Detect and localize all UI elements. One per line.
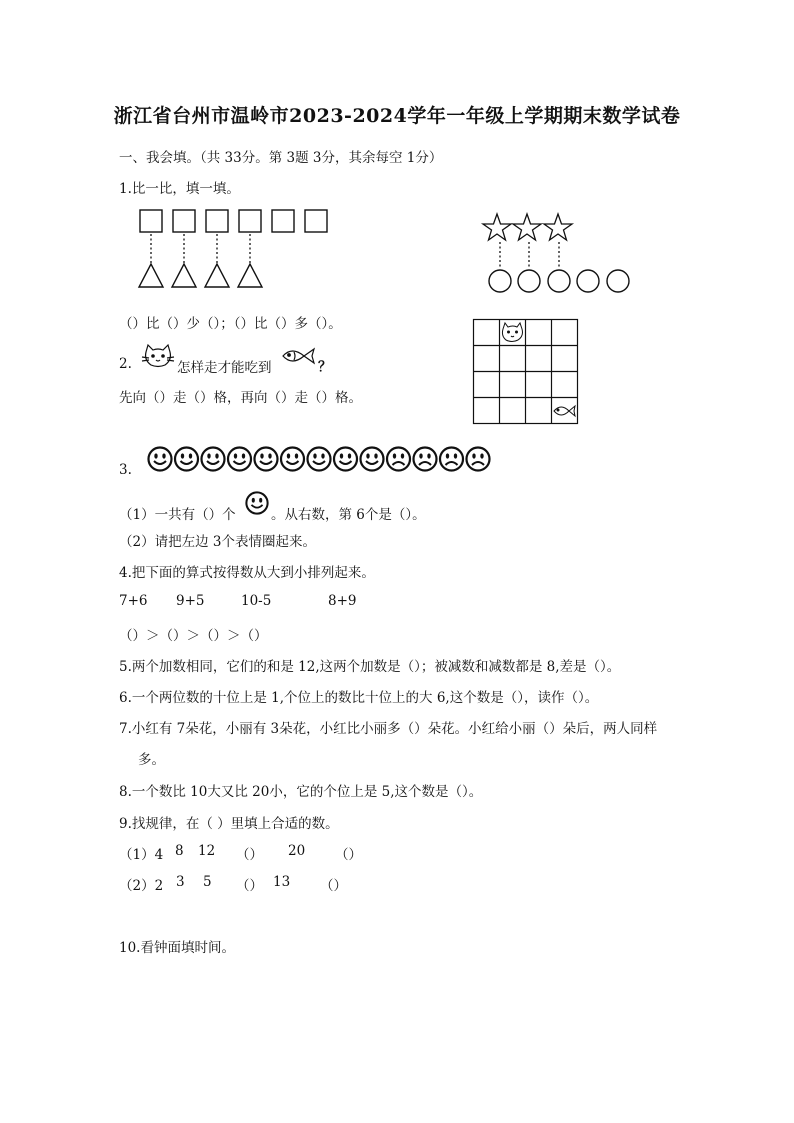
smiley-face-icon (361, 448, 384, 471)
q1-answer-line: （）比（）少（）；（）比（）多（）。 (119, 316, 342, 332)
q9-row1-item: 20 (288, 843, 306, 859)
q9-row1-item: （） (236, 847, 263, 863)
q7-line1: 7.小红有 7朵花，小丽有 3朵花，小红比小丽多（）朵花。小红给小丽（）朵后，两人同样 (119, 721, 658, 737)
q6-text: 6.一个两位数的十位上是 1,个位上的数比十位上的大 6,这个数是（），读作（）。 (119, 690, 599, 706)
q1-squares-triangles-figure (130, 205, 340, 295)
circle (548, 270, 570, 292)
star (513, 214, 541, 240)
q4-answer-line: （）＞（）＞（）＞（） (119, 628, 268, 644)
q3-line2: （2）请把左边 3个表情圈起来。 (119, 534, 316, 550)
q8-text: 8.一个数比 10大又比 20小，它的个位上是 5,这个数是（）。 (119, 784, 483, 800)
square (140, 210, 162, 232)
q9-row2-item: （） (320, 878, 347, 894)
q4-expression: 10-5 (241, 593, 272, 609)
cat-icon (141, 342, 175, 370)
q9-row2-item: 5 (203, 874, 212, 890)
circle (577, 270, 599, 292)
q9-prompt: 9.找规律，在（ ）里填上合适的数。 (119, 816, 339, 832)
fish-icon (280, 344, 318, 368)
q7-line2: 多。 (138, 752, 165, 768)
grid-cat-icon (502, 323, 522, 342)
q9-row2-item: 3 (176, 874, 185, 890)
q2-question-mark: ？ (318, 359, 332, 375)
smiley-face-icon (308, 448, 331, 471)
triangle (238, 264, 262, 287)
q3-prefix: 3. (119, 462, 132, 478)
square (239, 210, 261, 232)
circle (607, 270, 629, 292)
q4-expression: 8+9 (328, 593, 357, 609)
q4-expression: 9+5 (176, 593, 205, 609)
smiley-face-icon (228, 448, 251, 471)
grid-fish-icon (554, 406, 575, 416)
q3-faces-row (147, 445, 492, 475)
q9-row2-item: （） (236, 878, 263, 894)
smiley-face-icon (334, 448, 357, 471)
q9-row1-item: （） (335, 847, 362, 863)
square (305, 210, 327, 232)
smiley-face-icon (149, 448, 172, 471)
q10-text: 10.看钟面填时间。 (119, 940, 235, 956)
triangle (205, 264, 229, 287)
square (206, 210, 228, 232)
q3-line1-start: （1）一共有（）个 (119, 507, 236, 523)
q9-row1-item: 8 (175, 843, 184, 859)
q2-middle-text: 怎样走才能吃到 (177, 360, 272, 376)
sad-face-icon (387, 448, 410, 471)
smiley-face-icon (202, 448, 225, 471)
q2-grid-figure (473, 319, 578, 424)
q3-line1-end: 。从右数，第 6个是（）。 (271, 507, 426, 523)
section-heading: 一、我会填。（共 33分。第 3题 3分，其余每空 1分） (119, 150, 443, 166)
page-title: 浙江省台州市温岭市2023-2024学年一年级上学期期末数学试卷 (113, 105, 681, 127)
sad-face-icon (467, 448, 490, 471)
q4-prompt: 4.把下面的算式按得数从大到小排列起来。 (119, 565, 375, 581)
smiley-face-icon (281, 448, 304, 471)
smiley-face-icon (175, 448, 198, 471)
square (272, 210, 294, 232)
q9-row1-item: 12 (198, 843, 216, 859)
star (544, 214, 572, 240)
smiley-face-icon (255, 448, 278, 471)
circle (489, 270, 511, 292)
triangle (139, 264, 163, 287)
q9-row2-item: （2）2 (119, 878, 164, 894)
smiley-face-icon (245, 491, 269, 515)
q5-text: 5.两个加数相同，它们的和是 12,这两个加数是（）；被减数和减数都是 8,差是（）。 (119, 659, 621, 675)
sad-face-icon (440, 448, 463, 471)
q4-expression: 7+6 (119, 593, 148, 609)
q1-stars-circles-figure (480, 210, 640, 300)
sad-face-icon (414, 448, 437, 471)
q2-prefix: 2. (119, 356, 132, 372)
star (483, 214, 511, 240)
circle (518, 270, 540, 292)
square (173, 210, 195, 232)
q2-answer-line: 先向（）走（）格，再向（）走（）格。 (119, 390, 362, 406)
q9-row1-item: （1）4 (119, 847, 164, 863)
q1-prompt: 1.比一比，填一填。 (119, 181, 240, 197)
triangle (172, 264, 196, 287)
q9-row2-item: 13 (273, 874, 291, 890)
